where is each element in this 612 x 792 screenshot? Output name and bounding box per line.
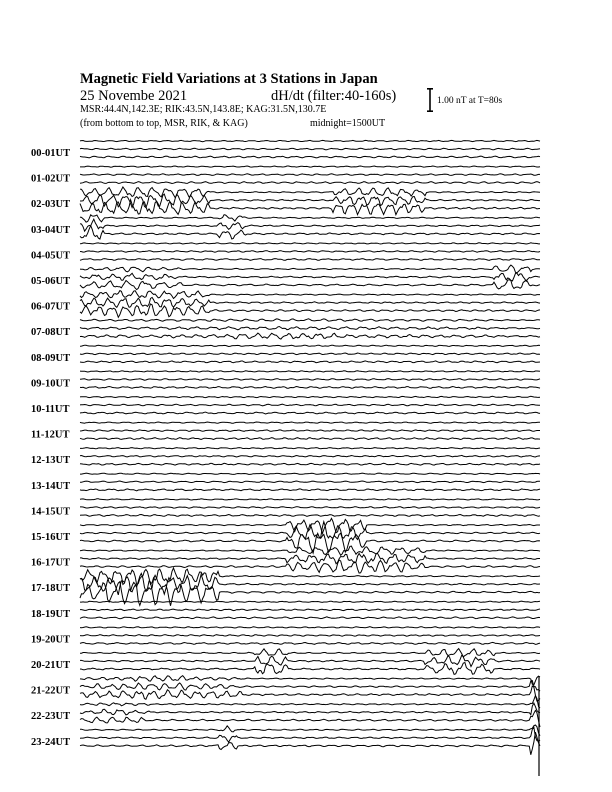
- trace-kag: [80, 140, 540, 141]
- trace-rik: [80, 430, 540, 432]
- trace-rik: [80, 481, 540, 483]
- trace-msr: [80, 226, 540, 240]
- trace-rik: [80, 273, 540, 281]
- trace-rik: [80, 148, 540, 150]
- row-label: 06-07UT: [31, 301, 71, 313]
- trace-msr: [80, 156, 540, 158]
- trace-msr: [80, 200, 540, 215]
- trace-msr: [80, 412, 540, 414]
- quantity-label: dH/dt (filter:40-160s): [271, 88, 397, 104]
- trace-kag: [80, 187, 540, 198]
- trace-msr: [80, 686, 540, 701]
- trace-rik: [80, 404, 540, 406]
- row-label: 23-24UT: [31, 736, 71, 748]
- trace-msr: [80, 642, 540, 644]
- row-label: 02-03UT: [31, 199, 71, 211]
- trace-kag: [80, 371, 540, 372]
- trace-rik: [80, 353, 540, 355]
- trace-msr: [80, 182, 540, 184]
- trace-kag: [80, 499, 540, 500]
- trace-msr: [80, 304, 540, 317]
- trace-rik: [80, 219, 540, 231]
- trace-kag: [80, 422, 540, 423]
- trace-kag: [80, 649, 540, 657]
- row-label: 14-15UT: [31, 506, 71, 518]
- trace-msr: [80, 361, 540, 363]
- row-label: 04-05UT: [31, 250, 71, 262]
- trace-kag: [80, 546, 540, 555]
- trace-rik: [80, 327, 540, 330]
- trace-kag: [80, 473, 540, 474]
- row-label: 03-04UT: [31, 224, 71, 236]
- midnight-note: midnight=1500UT: [310, 118, 386, 129]
- trace-msr: [80, 280, 540, 290]
- row-label: 00-01UT: [31, 148, 71, 159]
- row-label: 11-12UT: [31, 429, 70, 441]
- trace-rik: [80, 379, 540, 381]
- trace-kag: [80, 243, 540, 244]
- row-label: 15-16UT: [31, 532, 71, 543]
- trace-kag: [80, 448, 540, 449]
- row-label: 05-06UT: [31, 276, 71, 287]
- trace-kag: [80, 166, 540, 167]
- trace-kag: [80, 725, 540, 736]
- row-label: 19-20UT: [31, 634, 71, 646]
- trace-msr: [80, 732, 540, 755]
- trace-rik: [80, 635, 540, 637]
- trace-kag: [80, 265, 540, 273]
- row-label: 18-19UT: [31, 608, 71, 620]
- chart-date: 25 Novembe 2021: [80, 88, 188, 104]
- trace-kag: [80, 291, 540, 299]
- row-label: 16-17UT: [31, 557, 71, 569]
- trace-kag: [80, 215, 540, 222]
- trace-rik: [80, 251, 540, 253]
- trace-kag: [80, 696, 540, 708]
- row-label: 09-10UT: [31, 378, 71, 390]
- trace-rik: [80, 609, 540, 611]
- row-label: 17-18UT: [31, 583, 71, 595]
- trace-msr: [80, 515, 540, 517]
- trace-kag: [80, 396, 540, 397]
- chart-title: Magnetic Field Variations at 3 Stations in Japan: [80, 71, 378, 87]
- trace-kag: [80, 676, 540, 685]
- row-label: 07-08UT: [31, 327, 71, 339]
- row-label: 10-11UT: [31, 404, 70, 415]
- scale-bar-label: 1.00 nT at T=80s: [437, 96, 503, 106]
- trace-msr: [80, 259, 540, 261]
- trace-rik: [80, 194, 540, 208]
- trace-rik: [80, 174, 540, 176]
- trace-msr: [80, 333, 540, 339]
- row-label: 21-22UT: [31, 685, 71, 697]
- row-label: 22-23UT: [31, 711, 71, 723]
- stations-line: MSR:44.4N,142.3E; RIK:43.5N,143.8E; KAG:31.5N,130.7E: [80, 104, 327, 115]
- trace-rik: [80, 507, 540, 509]
- trace-rik: [80, 681, 540, 692]
- row-label: 20-21UT: [31, 660, 71, 671]
- trace-kag: [80, 319, 540, 321]
- row-label: 01-02UT: [31, 173, 71, 185]
- trace-kag: [80, 601, 540, 602]
- trace-rik: [80, 553, 540, 563]
- trace-msr: [80, 387, 540, 389]
- trace-kag: [80, 345, 540, 346]
- trace-rik: [80, 455, 540, 457]
- station-order-note: (from bottom to top, MSR, RIK, & KAG): [80, 118, 248, 129]
- row-label: 12-13UT: [31, 455, 71, 467]
- trace-msr: [80, 438, 540, 440]
- trace-msr: [80, 463, 540, 465]
- trace-rik: [80, 655, 540, 666]
- trace-msr: [80, 617, 540, 619]
- trace-rik: [80, 297, 540, 307]
- trace-msr: [80, 663, 540, 675]
- row-label: 13-14UT: [31, 480, 71, 492]
- trace-kag: [80, 627, 540, 628]
- row-label: 08-09UT: [31, 352, 71, 364]
- trace-msr: [80, 489, 540, 491]
- trace-msr: [80, 560, 540, 573]
